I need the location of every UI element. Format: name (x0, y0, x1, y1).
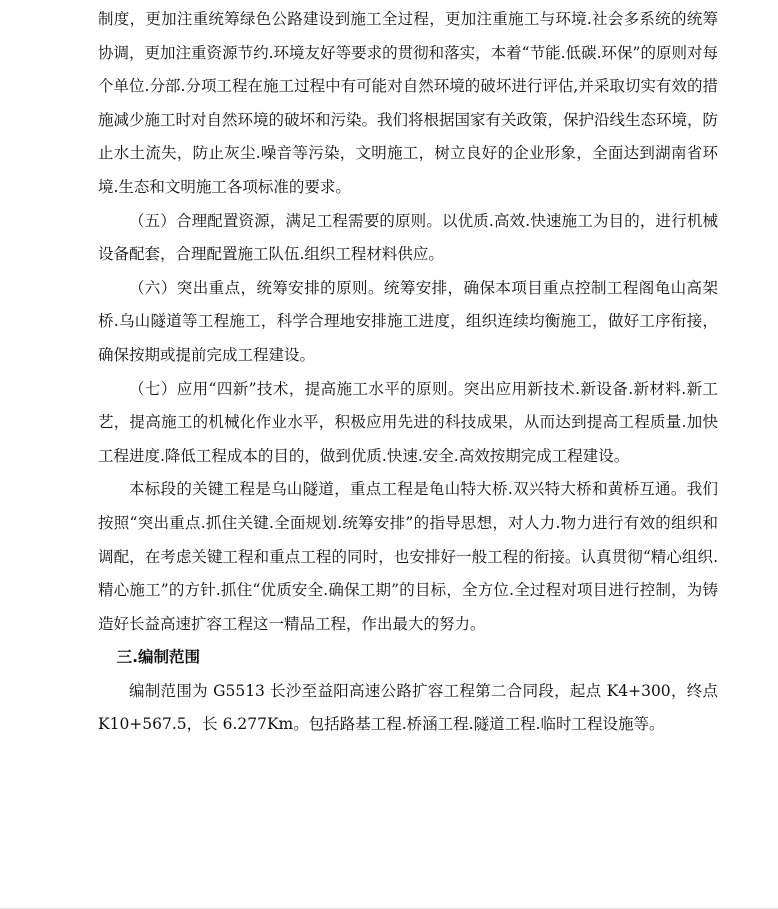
paragraph-principle-five: （五）合理配置资源，满足工程需要的原则。以优质.高效.快速施工为目的，进行机械设备配套，合理配置施工队伍.组织工程材料供应。 (98, 211, 718, 264)
paragraph-principle-seven: （七）应用“四新”技术，提高施工水平的原则。突出应用新技术.新设备.新材料.新工艺，提高施工的机械化作业水平，积极应用先进的科技成果，从而达到提高工程质量.加快工程进度.降低工程成本的目的，做到优质.快速.安全.高效按期完成工程建设。 (98, 379, 718, 465)
paragraph-key-works: 本标段的关键工程是乌山隧道，重点工程是龟山特大桥.双兴特大桥和黄桥互通。我们按照“突出重点.抓住关键.全面规划.统筹安排”的指导思想，对人力.物力进行有效的组织和调配，在考虑关键工程和重点工程的同时，也安排好一般工程的衔接。认真贯彻“精心组织.精心施工”的方针.抓住“优质安全.确保工期”的目标，全方位.全过程对项目进行控制，为铸造好长益高速扩容工程这一精品工程，作出最大的努力。 (98, 480, 718, 633)
paragraph-environmental-principle: 制度，更加注重统筹绿色公路建设到施工全过程，更加注重施工与环境.社会多系统的统筹协调，更加注重资源节约.环境友好等要求的贯彻和落实，本着“节能.低碳.环保”的原则对每个单位.分部.分项工程在施工过程中有可能对自然环境的破坏进行评估,并采取切实有效的措施减少施工时对自然环境的破坏和污染。我们将根据国家有关政策，保护沿线生态环境，防止水土流失，防止灰尘.噪音等污染，文明施工，树立良好的企业形象，全面达到湖南省环境.生态和文明施工各项标准的要求。 (98, 10, 719, 196)
section-heading-scope: 三.编制范围 (116, 648, 200, 667)
paragraph-principle-six: （六）突出重点，统筹安排的原则。统筹安排，确保本项目重点控制工程阁龟山高架桥.乌山隧道等工程施工，科学合理地安排施工进度，组织连续均衡施工，做好工序衔接，确保按期或提前完成工程建设。 (98, 278, 718, 364)
paragraph-scope: 编制范围为 G5513 长沙至益阳高速公路扩容工程第二合同段，起点 K4+300，终点 K10+567.5，长 6.277Km。包括路基工程.桥涵工程.隧道工程.临时工程设施等。 (98, 681, 718, 734)
